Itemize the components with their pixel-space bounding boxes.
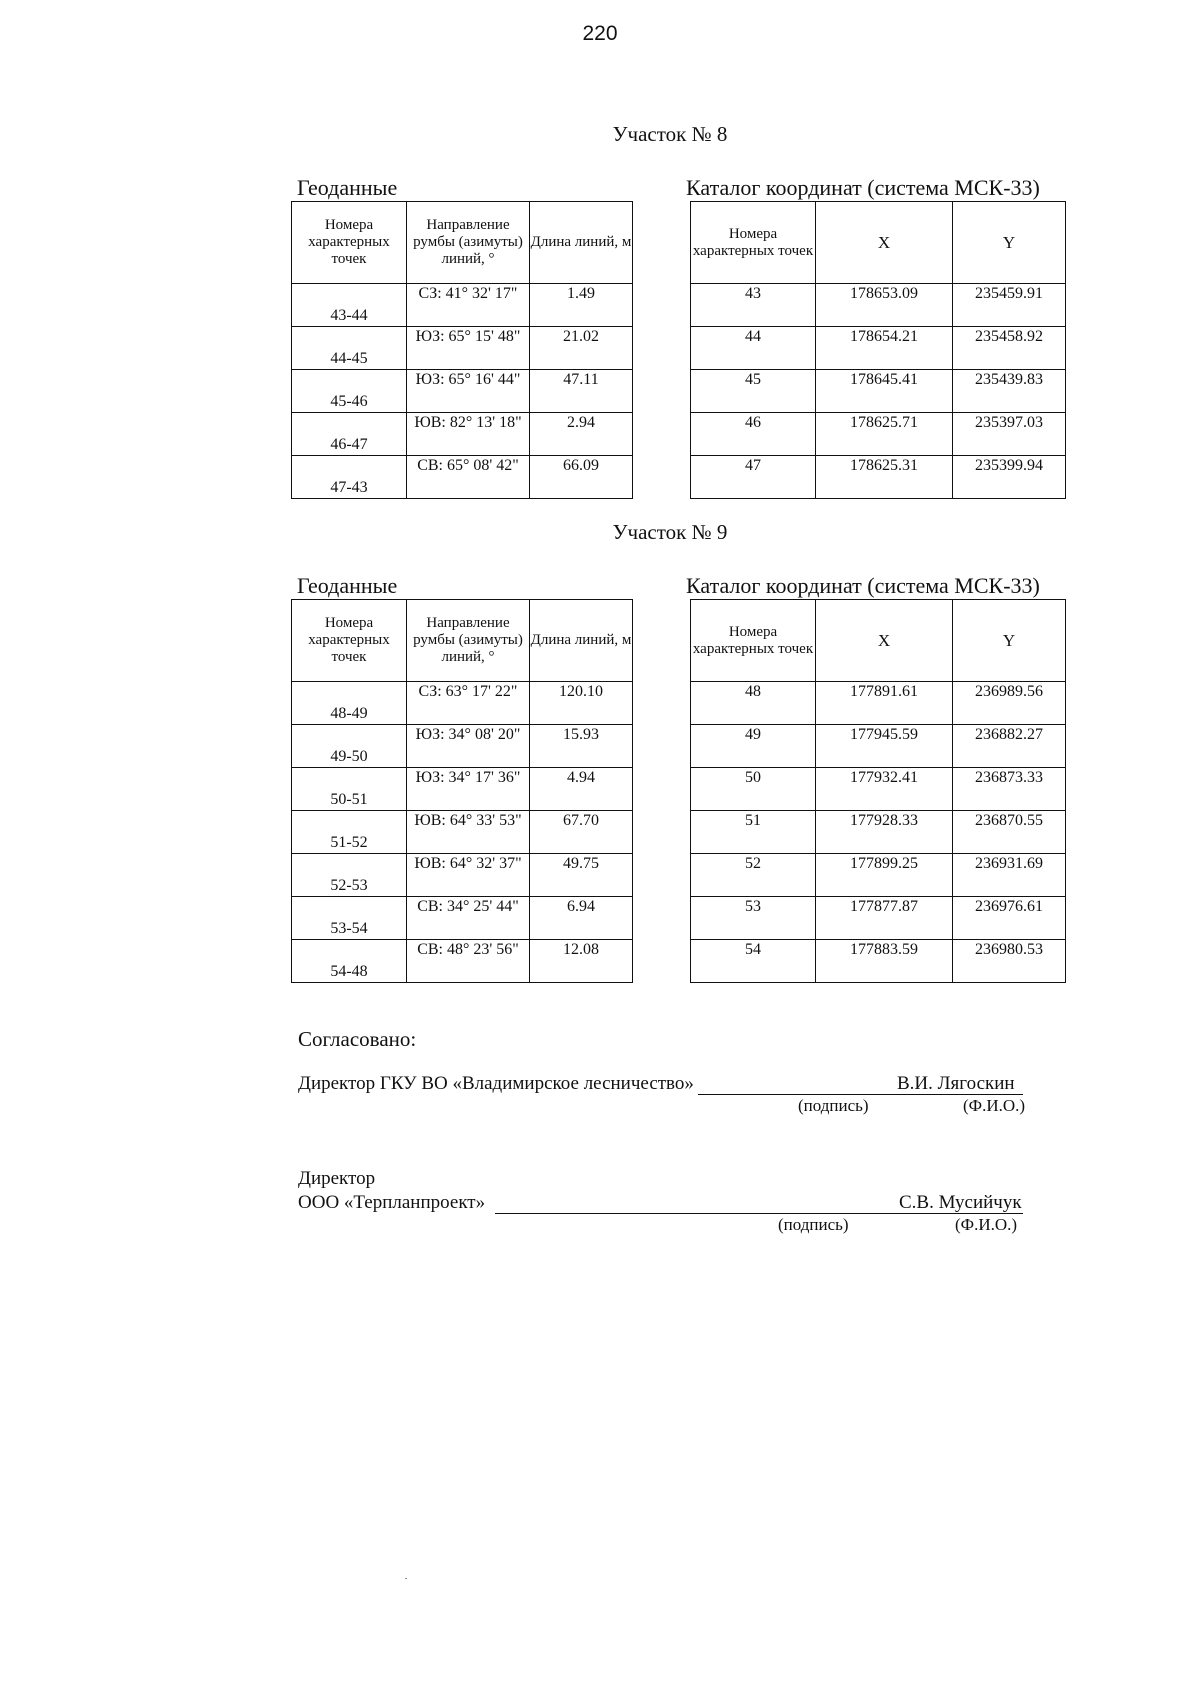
table-row [691, 940, 1066, 983]
direction-cell: СЗ: 41° 32' 17" [407, 284, 530, 327]
table-row [691, 456, 1066, 499]
table-row [691, 854, 1066, 897]
cat-header-y: Y [953, 202, 1066, 284]
direction-cell: ЮЗ: 65° 15' 48" [407, 327, 530, 370]
y-coordinate-cell: 236873.33 [953, 768, 1066, 811]
y-coordinate-cell: 235458.92 [953, 327, 1066, 370]
point-number-cell: 49 [691, 725, 816, 768]
plot-8-geodata-table [291, 201, 633, 499]
table-row [292, 897, 633, 940]
table-row [691, 682, 1066, 725]
point-number-cell: 48 [691, 682, 816, 725]
length-cell: 47.11 [530, 370, 633, 413]
table-row [292, 682, 633, 725]
point-pair-cell: 53-54 [292, 897, 407, 940]
length-cell: 120.10 [530, 682, 633, 725]
cat-header-points: Номера характерных точек [691, 600, 816, 682]
geo-header-length: Длина линий, м [530, 202, 633, 284]
length-cell: 6.94 [530, 897, 633, 940]
cat-header-x: X [816, 202, 953, 284]
y-coordinate-cell: 236976.61 [953, 897, 1066, 940]
plot-9-geodata-table [291, 599, 633, 983]
table-row [292, 768, 633, 811]
table-row [292, 725, 633, 768]
point-pair-cell: 44-45 [292, 327, 407, 370]
plot-9-catalog-table [690, 599, 1066, 983]
direction-cell: ЮЗ: 34° 08' 20" [407, 725, 530, 768]
table-row [292, 370, 633, 413]
y-coordinate-cell: 236931.69 [953, 854, 1066, 897]
x-coordinate-cell: 178625.71 [816, 413, 953, 456]
signer1-title: Директор ГКУ ВО «Владимирское лесничество» [298, 1073, 694, 1094]
length-cell: 15.93 [530, 725, 633, 768]
plot-8-catalog-caption: Каталог координат (система МСК-33) [686, 175, 1040, 200]
signer2-title-line1: Директор [298, 1168, 376, 1189]
point-pair-cell: 54-48 [292, 940, 407, 983]
length-cell: 49.75 [530, 854, 633, 897]
x-coordinate-cell: 178653.09 [816, 284, 953, 327]
length-cell: 21.02 [530, 327, 633, 370]
table-row [292, 327, 633, 370]
plot-9-cat-body [691, 682, 1066, 983]
point-pair-cell: 49-50 [292, 725, 407, 768]
direction-cell: СЗ: 63° 17' 22" [407, 682, 530, 725]
point-number-cell: 54 [691, 940, 816, 983]
x-coordinate-cell: 178654.21 [816, 327, 953, 370]
table-row [691, 284, 1066, 327]
x-coordinate-cell: 177945.59 [816, 725, 953, 768]
length-cell: 2.94 [530, 413, 633, 456]
length-cell: 66.09 [530, 456, 633, 499]
direction-cell: ЮВ: 82° 13' 18" [407, 413, 530, 456]
signer2-name: С.В. Мусийчук [899, 1192, 1022, 1213]
x-coordinate-cell: 178625.31 [816, 456, 953, 499]
point-pair-cell: 46-47 [292, 413, 407, 456]
plot-8-cat-body [691, 284, 1066, 499]
signer2-signature-label: (подпись) [778, 1215, 849, 1234]
direction-cell: ЮВ: 64° 32' 37" [407, 854, 530, 897]
table-row [691, 370, 1066, 413]
signer2-title-line2: ООО «Терпланпроект» [298, 1192, 486, 1213]
length-cell: 67.70 [530, 811, 633, 854]
y-coordinate-cell: 235399.94 [953, 456, 1066, 499]
x-coordinate-cell: 177877.87 [816, 897, 953, 940]
direction-cell: ЮЗ: 34° 17' 36" [407, 768, 530, 811]
direction-cell: СВ: 65° 08' 42" [407, 456, 530, 499]
geo-header-points: Номера характерных точек [292, 202, 407, 284]
table-row [691, 768, 1066, 811]
cat-header-x: X [816, 600, 953, 682]
table-row [292, 811, 633, 854]
geo-header-length: Длина линий, м [530, 600, 633, 682]
plot-8-catalog-table [690, 201, 1066, 499]
point-number-cell: 44 [691, 327, 816, 370]
point-number-cell: 53 [691, 897, 816, 940]
x-coordinate-cell: 178645.41 [816, 370, 953, 413]
point-number-cell: 52 [691, 854, 816, 897]
geo-header-direction: Направление румбы (азимуты) линий, ° [407, 202, 530, 284]
x-coordinate-cell: 177932.41 [816, 768, 953, 811]
table-row [292, 413, 633, 456]
geo-header-direction: Направление румбы (азимуты) линий, ° [407, 600, 530, 682]
plot-8-geodata-caption: Геоданные [297, 175, 398, 200]
point-pair-cell: 47-43 [292, 456, 407, 499]
point-pair-cell: 51-52 [292, 811, 407, 854]
point-number-cell: 51 [691, 811, 816, 854]
y-coordinate-cell: 236870.55 [953, 811, 1066, 854]
y-coordinate-cell: 236980.53 [953, 940, 1066, 983]
x-coordinate-cell: 177891.61 [816, 682, 953, 725]
point-number-cell: 46 [691, 413, 816, 456]
table-row [691, 327, 1066, 370]
cat-header-points: Номера характерных точек [691, 202, 816, 284]
signer1-name: В.И. Лягоскин [897, 1073, 1015, 1094]
y-coordinate-cell: 235439.83 [953, 370, 1066, 413]
direction-cell: СВ: 48° 23' 56" [407, 940, 530, 983]
table-row [292, 284, 633, 327]
y-coordinate-cell: 235397.03 [953, 413, 1066, 456]
plot-9-geo-body [292, 682, 633, 983]
direction-cell: ЮЗ: 65° 16' 44" [407, 370, 530, 413]
table-row [292, 854, 633, 897]
point-number-cell: 45 [691, 370, 816, 413]
point-number-cell: 50 [691, 768, 816, 811]
table-row [691, 725, 1066, 768]
plot-8-geo-body [292, 284, 633, 499]
direction-cell: СВ: 34° 25' 44" [407, 897, 530, 940]
y-coordinate-cell: 236882.27 [953, 725, 1066, 768]
table-row [292, 940, 633, 983]
signer1-signature-label: (подпись) [798, 1096, 869, 1115]
cat-header-y: Y [953, 600, 1066, 682]
x-coordinate-cell: 177883.59 [816, 940, 953, 983]
table-row [691, 811, 1066, 854]
direction-cell: ЮВ: 64° 33' 53" [407, 811, 530, 854]
approval-heading: Согласовано: [298, 1027, 417, 1051]
scan-speck [405, 1578, 407, 1579]
geo-header-points: Номера характерных точек [292, 600, 407, 682]
point-pair-cell: 48-49 [292, 682, 407, 725]
table-row [292, 456, 633, 499]
signer2-fio-label: (Ф.И.О.) [955, 1215, 1018, 1234]
point-number-cell: 43 [691, 284, 816, 327]
point-pair-cell: 50-51 [292, 768, 407, 811]
y-coordinate-cell: 235459.91 [953, 284, 1066, 327]
point-number-cell: 47 [691, 456, 816, 499]
plot-8-title: Участок № 8 [612, 122, 728, 146]
plot-9-title: Участок № 9 [612, 520, 728, 544]
table-row [691, 413, 1066, 456]
x-coordinate-cell: 177899.25 [816, 854, 953, 897]
length-cell: 4.94 [530, 768, 633, 811]
plot-9-catalog-caption: Каталог координат (система МСК-33) [686, 573, 1040, 598]
table-row [691, 897, 1066, 940]
signer1-fio-label: (Ф.И.О.) [963, 1096, 1026, 1115]
page-number: 220 [582, 22, 618, 45]
point-pair-cell: 43-44 [292, 284, 407, 327]
length-cell: 1.49 [530, 284, 633, 327]
plot-9-geodata-caption: Геоданные [297, 573, 398, 598]
length-cell: 12.08 [530, 940, 633, 983]
y-coordinate-cell: 236989.56 [953, 682, 1066, 725]
point-pair-cell: 52-53 [292, 854, 407, 897]
point-pair-cell: 45-46 [292, 370, 407, 413]
x-coordinate-cell: 177928.33 [816, 811, 953, 854]
